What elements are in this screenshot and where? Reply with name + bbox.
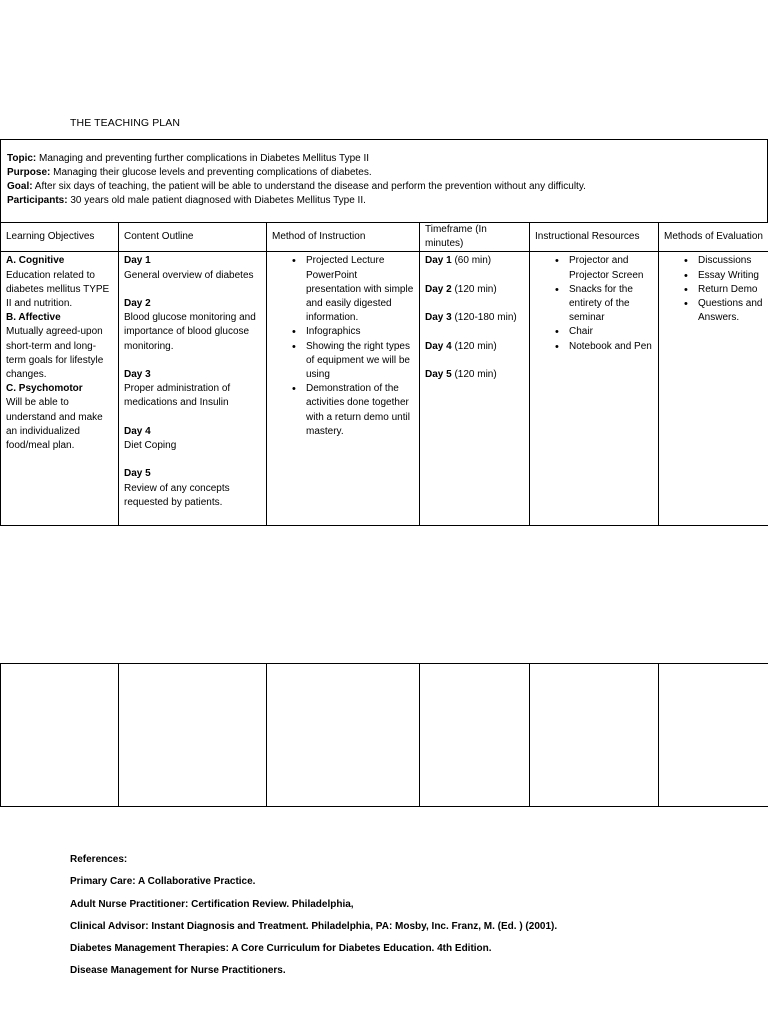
objective-heading: C. Psychomotor: [6, 383, 83, 395]
list-item: • Notebook and Pen: [569, 340, 653, 354]
outline-text: Blood glucose monitoring and importance of blood glucose monitoring.: [124, 312, 256, 352]
blank-cell: [420, 664, 530, 807]
header-instructional-resources: Instructional Resources: [530, 223, 659, 252]
methods-of-evaluation-cell: [659, 252, 768, 526]
objective-text: Will be able to understand and make an individualized food/meal plan.: [6, 397, 103, 452]
references-heading: References:: [70, 854, 128, 865]
resources-list: [535, 254, 653, 353]
table-row: [1, 252, 768, 526]
method-of-instruction-cell: [267, 252, 420, 526]
header-content-outline: Content Outline: [119, 223, 267, 252]
outline-day: Day 4: [124, 425, 151, 437]
blank-cell: [530, 664, 659, 807]
timeframe-minutes: (120 min): [451, 283, 497, 295]
content-outline-cell: [119, 252, 267, 526]
outline-text: General overview of diabetes: [124, 269, 254, 281]
list-item: • Projected Lecture PowerPoint presentation with simple and easily digested information.: [306, 254, 414, 325]
list-item: • Snacks for the entirety of the seminar: [569, 283, 653, 326]
participants-label: Participants:: [7, 195, 68, 206]
outline-day: Day 3: [124, 369, 151, 380]
blank-cell: [267, 664, 420, 807]
timeframe-day: Day 2: [425, 283, 452, 295]
reference-item: Primary Care: A Collaborative Practice.: [70, 876, 256, 888]
reference-item: Diabetes Management Therapies: A Core Curriculum for Diabetes Education. 4th Edition.: [70, 943, 492, 955]
goal-line: [7, 180, 586, 194]
purpose-label: Purpose:: [7, 167, 51, 178]
blank-cell: [1, 664, 119, 807]
document-title: THE TEACHING PLAN: [70, 117, 181, 129]
objective-text: Mutually agreed-upon short-term and long-term goals for lifestyle changes.: [6, 326, 104, 381]
table-header-row: [1, 223, 768, 252]
references-section: [70, 853, 557, 987]
reference-item: Adult Nurse Practitioner: Certification Review. Philadelphia,: [70, 898, 354, 910]
purpose-text: Managing their glucose levels and preventing complications of diabetes.: [50, 167, 372, 178]
objective-text: Education related to diabetes mellitus TYPE II and nutrition.: [6, 269, 110, 310]
reference-item: Clinical Advisor: Instant Diagnosis and Treatment. Philadelphia, PA: Mosby, Inc. Franz, M. (Ed. ) (2001).: [70, 920, 558, 932]
timeframe-minutes: (60 min): [451, 255, 492, 267]
timeframe-entry: [425, 368, 524, 382]
purpose-line: [7, 166, 372, 180]
outline-text: Review of any concepts requested by patients.: [124, 482, 230, 508]
goal-text: After six days of teaching, the patient will be able to understand the disease and perform the prevention without any difficulty.: [32, 181, 586, 192]
list-item: • Demonstration of the activities done together with a return demo until mastery.: [306, 382, 414, 439]
timeframe-minutes: (120-180 min): [451, 312, 517, 324]
list-item: • Discussions: [698, 254, 763, 268]
list-item: • Projector and Projector Screen: [569, 254, 653, 282]
outline-day: Day 1: [124, 255, 151, 267]
timeframe-day: Day 1: [425, 255, 452, 267]
evaluation-list: [664, 254, 763, 325]
timeframe-day: Day 5: [425, 368, 452, 380]
topic-text: Managing and preventing further complications in Diabetes Mellitus Type II: [36, 153, 370, 164]
timeframe-minutes: (120 min): [451, 368, 497, 380]
timeframe-day: Day 4: [425, 340, 452, 352]
topic-label: Topic:: [7, 153, 37, 164]
blank-table: [0, 663, 768, 807]
methods-list: [273, 254, 414, 439]
table-row: [1, 664, 768, 807]
blank-cell: [659, 664, 768, 807]
outline-day: Day 5: [124, 468, 151, 480]
topic-line: [7, 152, 369, 166]
teaching-plan-table: [0, 222, 768, 526]
timeframe-entry: [425, 311, 524, 325]
timeframe-day: Day 3: [425, 312, 452, 324]
list-item: • Infographics: [306, 325, 414, 339]
outline-day: Day 2: [124, 298, 151, 309]
list-item: • Questions and Answers.: [698, 297, 763, 325]
plan-info-box: [0, 139, 768, 223]
participants-line: [7, 194, 366, 208]
timeframe-entry: [425, 254, 524, 268]
timeframe-entry: [425, 340, 524, 354]
learning-objectives-cell: [1, 252, 119, 526]
timeframe-minutes: (120 min): [451, 340, 497, 352]
instructional-resources-cell: [530, 252, 659, 526]
timeframe-cell: [420, 252, 530, 526]
header-timeframe: Timeframe (In minutes): [420, 223, 530, 252]
reference-item: Disease Management for Nurse Practitioners.: [70, 965, 286, 977]
header-methods-of-evaluation: Methods of Evaluation: [659, 223, 768, 252]
header-learning-objectives: Learning Objectives: [1, 223, 119, 252]
list-item: • Return Demo: [698, 283, 763, 297]
list-item: • Essay Writing: [698, 269, 763, 283]
goal-label: Goal:: [7, 181, 33, 192]
participants-text: 30 years old male patient diagnosed with Diabetes Mellitus Type II.: [67, 195, 366, 206]
outline-text: Diet Coping: [124, 440, 177, 451]
blank-cell: [119, 664, 267, 807]
objective-heading: B. Affective: [6, 312, 61, 324]
objective-heading: A. Cognitive: [6, 255, 65, 267]
list-item: • Chair: [569, 325, 653, 339]
outline-text: Proper administration of medications and Insulin: [124, 383, 231, 409]
list-item: • Showing the right types of equipment we will be using: [306, 340, 414, 383]
header-method-of-instruction: Method of Instruction: [267, 223, 420, 252]
timeframe-entry: [425, 283, 524, 297]
